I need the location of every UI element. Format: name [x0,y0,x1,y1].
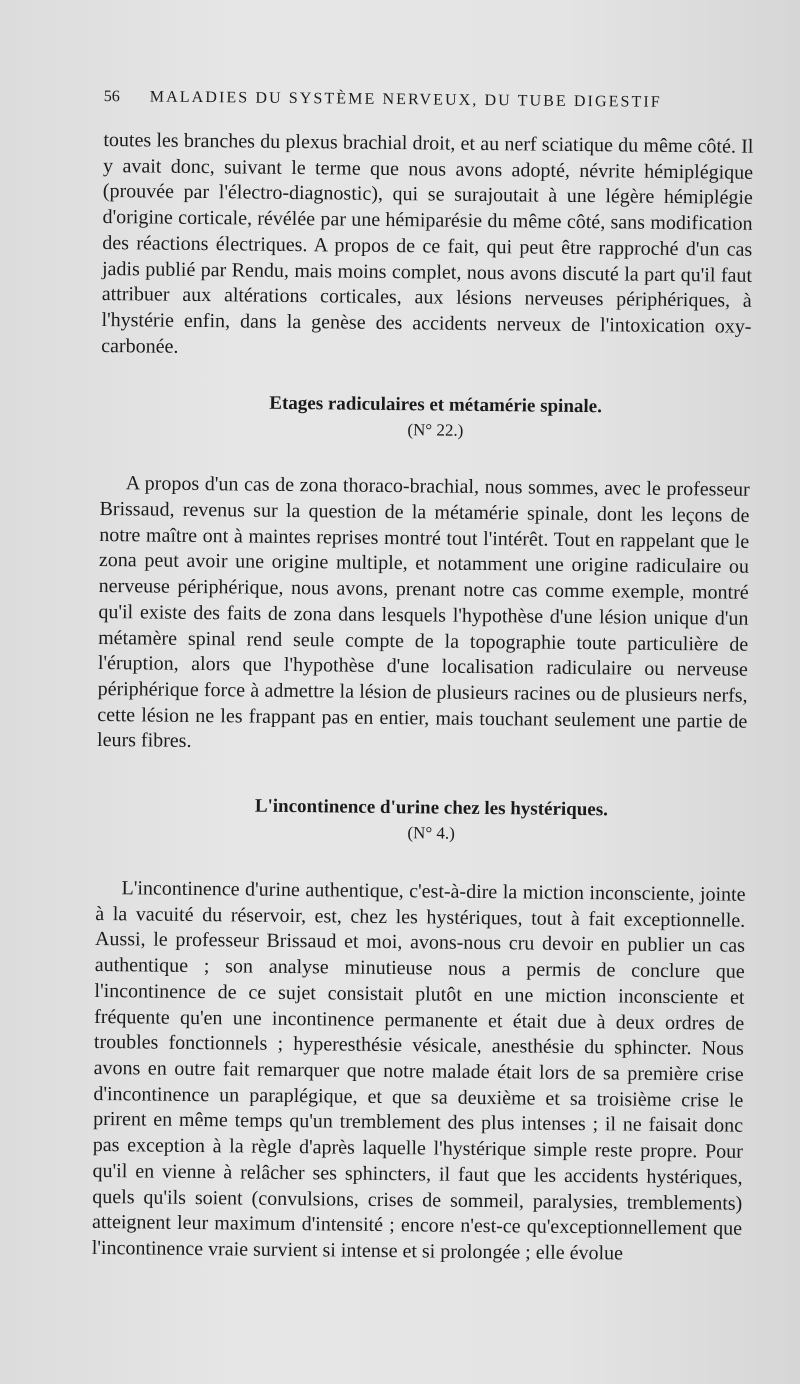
section-title-incontinence: L'incontinence d'urine chez les hystériques. [254,795,609,821]
section-body-metamerie: A propos d'un cas de zona thoraco-brachial, nous sommes, avec le professeur Brissaud, revenus sur la question de la métamérie spinale, dont les leçons de notre maître ont à maintes reprises montré tout l'intérêt. Tout en rappelant que le zona peut avoir une origine multiple, et notamment une origine radiculaire ou nerveuse périphérique, nous avons, prenant notre cas comme exemple, montré qu'il existe des faits de zona dans lesquels l'hypothèse d'une lésion unique d'un métamère spinal rend seule compte de la topographie toute particulière de l'éruption, alors que l'hypothèse d'une localisation radiculaire ou nerveuse périphérique force à admettre la lésion de plusieurs racines ou de plusieurs nerfs, cette lésion ne les frappant pas en entier, mais touchant seulement une partie de leurs fibres. [96,472,750,753]
running-header [104,82,754,119]
section-body-incontinence: L'incontinence d'urine authentique, c'est-à-dire la miction inconsciente, jointe à la vacuité du réservoir, est, chez les hystériques, tout à fait exceptionnelle. Aussi, le professeur Brissaud et moi, avons-nous cru devoir en publier un cas authentique ; son analyse minutieuse nous a permis de conclure que l'incontinence de ce sujet consistait plutôt en une miction inconsciente et fréquente qu'en une incontinence permanente et était due à deux ordres de troubles fonctionnels ; hyperesthésie vésicale, anesthésie du sphincter. Nous avons en outre fait remarquer que notre malade était lors de sa première crise d'incontinence un paraplégique, et que sa deuxième et sa troisième crise le prirent en même temps qu'un tremblement des plus intenses ; il ne faisait donc pas exception à la règle d'après laquelle l'hystérique simple reste propre. Pour qu'il en vienne à relâcher ses sphincters, il faut que les accidents hystériques, quels qu'ils soient (convulsions, crises de sommeil, paralysies, tremblements) atteignent leur maximum d'intensité ; encore n'est-ce qu'exceptionnellement que l'incontinence vraie survient si intense et si prolongée ; elle évolue [91,877,746,1265]
section-number-metamerie: (N° 22.) [407,420,464,441]
page-content [92,82,754,1268]
intro-paragraph: toutes les branches du plexus brachial droit, et au nerf sciatique du même côté. Il y avait donc, suivant le terme que nous avons adopté, névrite hémiplégique (prouvée par l'électro-diagnostic), qui se surajoutait à une légère hémiplégie d'origine corticale, révélée par une hémiparésie du même côté, sans modification des réactions électriques. A propos de ce fait, qui peut être rapproché d'un cas jadis publié par Rendu, mais moins complet, nous avons discuté la part qu'il faut attribuer aux altérations corticales, aux lésions nerveuses périphériques, à l'hystérie enfin, dans la genèse des accidents nerveux de l'intoxication oxy-carbonée. [101,128,754,358]
section-title-metamerie: Etages radiculaires et métamérie spinale. [269,393,603,418]
section-number-incontinence: (N° 4.) [407,823,455,843]
page-number: 56 [103,87,120,106]
running-title: MALADIES DU SYSTÈME NERVEUX, DU TUBE DIGESTIF [149,88,662,111]
